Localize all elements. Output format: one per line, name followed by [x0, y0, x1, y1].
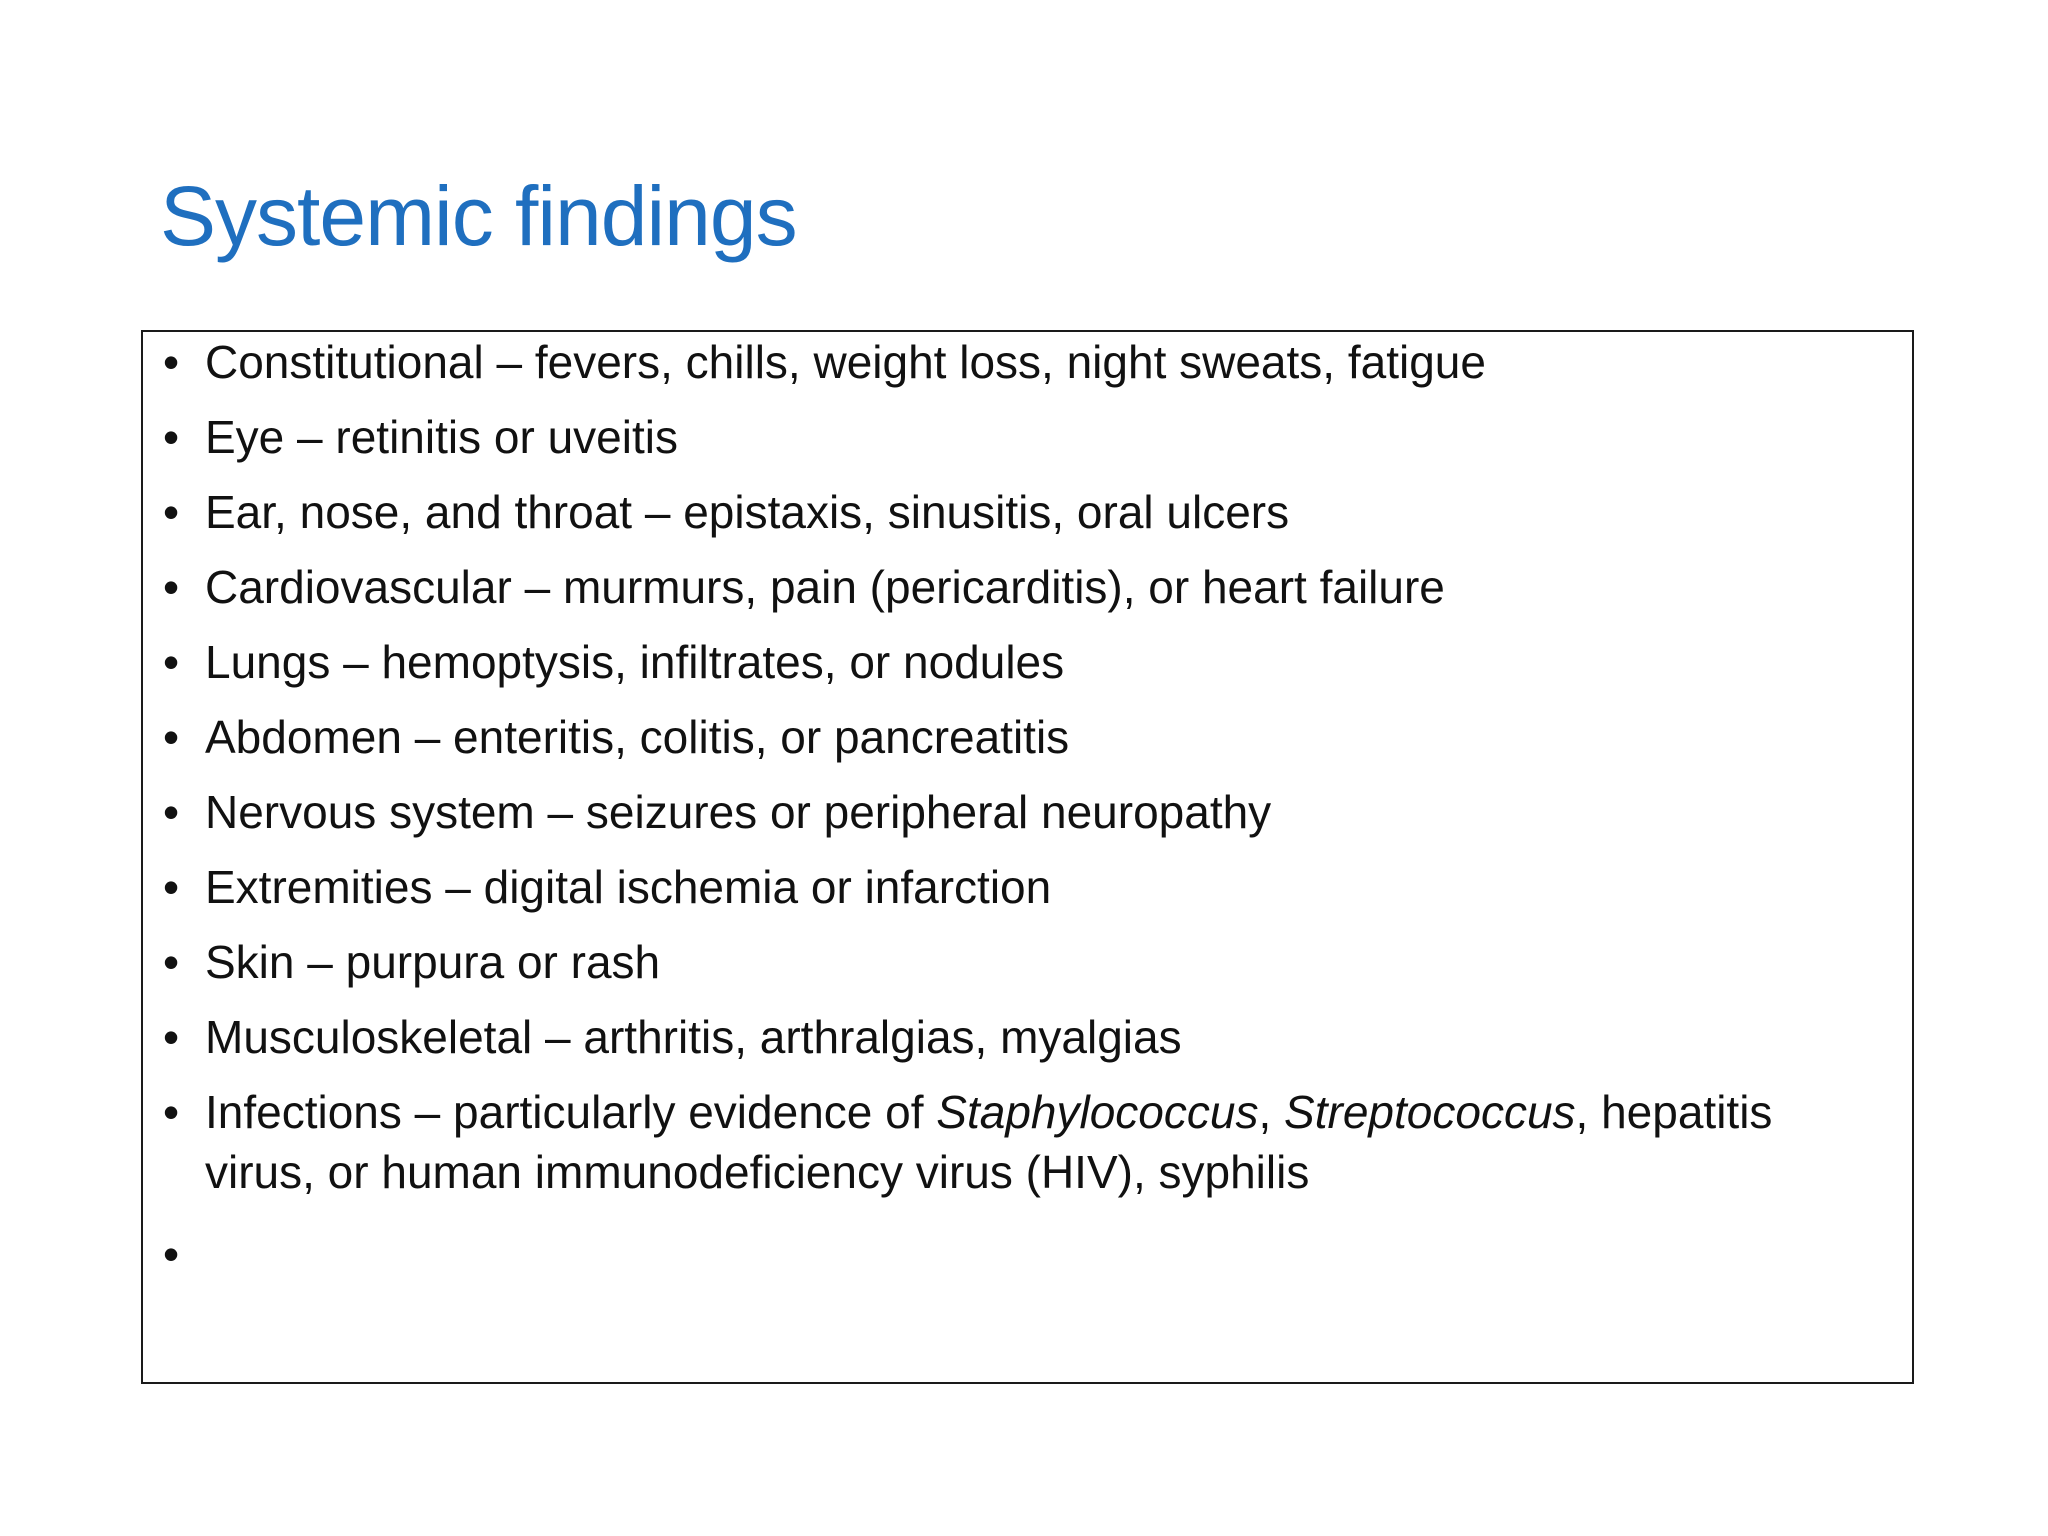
staphylococcus-term: Staphylococcus: [936, 1086, 1259, 1138]
bullet-text: Cardiovascular – murmurs, pain (pericarditis), or heart failure: [205, 561, 1445, 613]
bullet-icon: [163, 857, 193, 917]
bullet-icon: [163, 482, 193, 542]
bullet-icon: [163, 782, 193, 842]
bullet-icon: [163, 1224, 193, 1284]
list-item: [163, 857, 1872, 917]
list-item: [163, 782, 1872, 842]
bullet-icon: [163, 632, 193, 692]
list-item: [163, 332, 1872, 392]
bullet-list: [163, 332, 1872, 1284]
infections-text-3: , hepatitis virus, or human immunodeficiency virus (HIV), syphilis: [205, 1086, 1773, 1198]
bullet-text: Lungs – hemoptysis, infiltrates, or nodules: [205, 636, 1065, 688]
bullet-icon: [163, 407, 193, 467]
infections-text-2: ,: [1258, 1086, 1285, 1138]
bullet-text-infections: [205, 1086, 1772, 1198]
list-item: [163, 932, 1872, 992]
bullet-icon: [163, 1007, 193, 1067]
bullet-icon: [163, 932, 193, 992]
list-item: [163, 482, 1872, 542]
list-item: [163, 632, 1872, 692]
list-item: [163, 557, 1872, 617]
bullet-text: Eye – retinitis or uveitis: [205, 411, 678, 463]
bullet-text: Nervous system – seizures or peripheral neuropathy: [205, 786, 1272, 838]
bullet-icon: [163, 557, 193, 617]
list-item: [163, 407, 1872, 467]
bullet-text: Constitutional – fevers, chills, weight loss, night sweats, fatigue: [205, 336, 1486, 388]
bullet-icon: [163, 1082, 193, 1142]
bullet-text: Ear, nose, and throat – epistaxis, sinusitis, oral ulcers: [205, 486, 1290, 538]
content-box: [141, 330, 1914, 1384]
list-item: [163, 1082, 1872, 1202]
bullet-text: Extremities – digital ischemia or infarction: [205, 861, 1052, 913]
list-item: [163, 707, 1872, 767]
bullet-text: Skin – purpura or rash: [205, 936, 661, 988]
bullet-text: Musculoskeletal – arthritis, arthralgias, myalgias: [205, 1011, 1182, 1063]
list-item-empty: [163, 1224, 1872, 1284]
bullet-icon: [163, 707, 193, 767]
infections-text-1: Infections – particularly evidence of: [205, 1086, 937, 1138]
list-item: [163, 1007, 1872, 1067]
bullet-icon: [163, 332, 193, 392]
slide-title: Systemic findings: [160, 169, 797, 263]
streptococcus-term: Streptococcus: [1284, 1086, 1576, 1138]
bullet-text: Abdomen – enteritis, colitis, or pancreatitis: [205, 711, 1070, 763]
